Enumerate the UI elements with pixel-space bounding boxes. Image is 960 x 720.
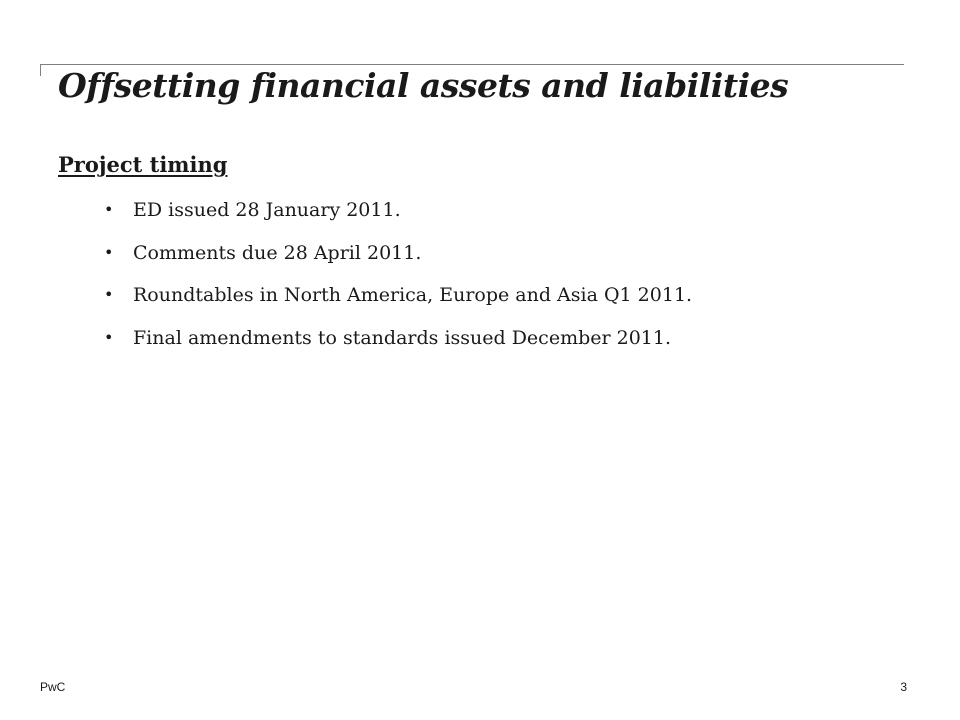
bullet-text: ED issued 28 January 2011.: [133, 199, 401, 221]
footer-brand: PwC: [40, 680, 66, 694]
bullet-icon: •: [104, 242, 114, 262]
bullet-text: Comments due 28 April 2011.: [133, 241, 422, 264]
title-rule-horizontal: [40, 64, 904, 65]
bullet-icon: •: [104, 285, 114, 304]
section-heading: Project timing: [58, 152, 228, 177]
page-number: 3: [900, 680, 907, 694]
bullet-text: Roundtables in North America, Europe and Asia Q1 2011.: [133, 284, 693, 306]
slide-title: Offsetting financial assets and liabilities: [58, 66, 789, 105]
bullet-icon: •: [104, 327, 114, 347]
bullet-text: Final amendments to standards issued December 2011.: [133, 326, 672, 349]
bullet-icon: •: [104, 200, 114, 219]
title-rule-vertical: [40, 64, 41, 76]
